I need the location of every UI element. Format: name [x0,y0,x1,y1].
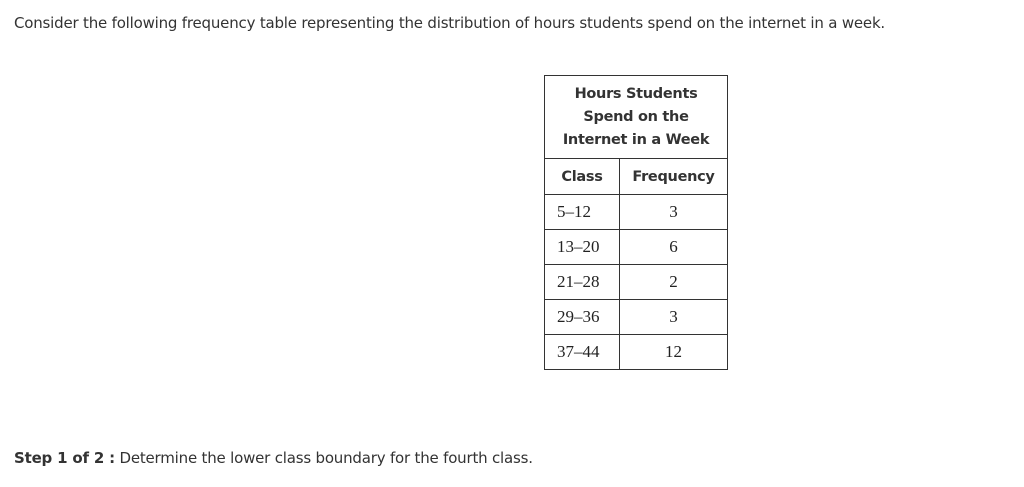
table-caption [545,76,728,159]
table-row [545,300,728,335]
table-caption-row [545,76,728,159]
table-row [545,230,728,265]
table-row [545,265,728,300]
class-cell: 37–44 [545,335,620,370]
table-row [545,195,728,230]
step-text: Determine the lower class boundary for the fourth class. [119,449,533,467]
frequency-cell: 12 [620,335,728,370]
class-cell: 29–36 [545,300,620,335]
class-cell: 21–28 [545,265,620,300]
step-instruction [14,449,533,467]
class-cell: 5–12 [545,195,620,230]
question-intro: Consider the following frequency table representing the distribution of hours students spend on the internet in a week. [14,14,886,32]
class-cell: 13–20 [545,230,620,265]
frequency-cell: 3 [620,300,728,335]
step-label: Step 1 of 2 : [14,449,115,467]
table-caption-line: Internet in a Week [562,131,710,148]
table-caption-line: Spend on the [583,108,689,125]
frequency-column-header: Frequency [620,159,728,195]
table-row [545,335,728,370]
frequency-cell: 2 [620,265,728,300]
class-column-header: Class [545,159,620,195]
frequency-table [544,75,728,370]
frequency-cell: 3 [620,195,728,230]
table-caption-line: Hours Students [574,85,698,102]
frequency-cell: 6 [620,230,728,265]
table-header-row [545,159,728,195]
